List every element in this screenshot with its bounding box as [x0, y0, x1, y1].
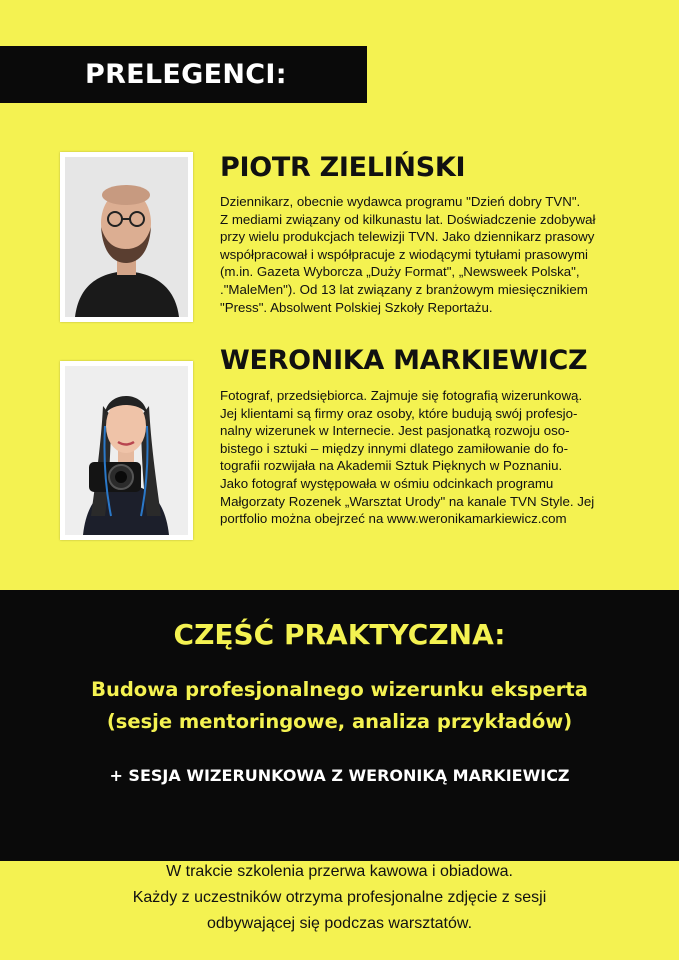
footer-note	[0, 861, 679, 960]
page-title: PRELEGENCI:	[85, 59, 287, 90]
bio-line: Z mediami związany od kilkunastu lat. Doświadczenie zdobywał	[220, 211, 596, 227]
bio-line: Fotograf, przedsiębiorca. Zajmuje się fotografią wizerunkową.	[220, 388, 583, 403]
speaker-bio-piotr	[220, 193, 660, 316]
bio-line: ."MaleMen"). Od 13 lat związany z branżowym miesięcznikiem	[220, 281, 588, 297]
practical-subtitle-line1: Budowa profesjonalnego wizerunku eksperta	[91, 678, 588, 701]
bio-line: Jej klientami są firmy oraz osoby, które budują swój profesjo-	[220, 405, 578, 421]
speaker-name-piotr: PIOTR ZIELIŃSKI	[220, 152, 466, 183]
speaker-photo-weronika	[60, 361, 193, 540]
speaker-bio-weronika	[220, 387, 660, 528]
bio-line: Dziennikarz, obecnie wydawca programu "Dzień dobry TVN".	[220, 194, 581, 209]
bio-line: (m.in. Gazeta Wyborcza „Duży Format", „Newsweek Polska",	[220, 264, 580, 280]
footer-line: W trakcie szkolenia przerwa kawowa i obiadowa.	[166, 863, 513, 880]
bio-line: współpracował i współpracuje z wiodącymi tytułami prasowymi	[220, 246, 589, 262]
bio-line: tografii rozwijała na Akademii Sztuk Pięknych w Poznaniu.	[220, 458, 563, 474]
bio-line: Jako fotograf występowała w ośmiu odcinkach programu	[220, 475, 554, 491]
practical-subtitle-line2: (sesje mentoringowe, analiza przykładów)	[106, 710, 573, 733]
portrait-man-image	[65, 157, 188, 317]
bio-line: bistego i sztuki – między innymi dlatego zamiłowanie do fo-	[220, 440, 569, 456]
bio-line: przy wielu produkcjach telewizji TVN. Jako dziennikarz prasowy	[220, 229, 595, 245]
speaker-photo-piotr	[60, 152, 193, 322]
image-session-note: + SESJA WIZERUNKOWA Z WERONIKĄ MARKIEWICZ	[109, 766, 570, 785]
practical-section	[0, 590, 679, 861]
portrait-woman-image	[65, 366, 188, 535]
bio-line: Małgorzaty Rozenek „Warsztat Urody" na kanale TVN Style. Jej	[220, 493, 595, 509]
bio-line: nalny wizerunek w Internecie. Jest pasjonatką rozwoju oso-	[220, 423, 570, 439]
bio-line: "Press". Absolwent Polskiej Szkoły Reportażu.	[220, 299, 493, 315]
bio-line: portfolio można obejrzeć na www.weronikamarkiewicz.com	[220, 511, 567, 527]
footer-line: Każdy z uczestników otrzyma profesjonalne zdjęcie z sesji	[132, 889, 547, 906]
practical-heading: CZĘŚĆ PRAKTYCZNA:	[173, 618, 506, 651]
header-bar	[0, 46, 367, 103]
speaker-name-weronika: WERONIKA MARKIEWICZ	[220, 345, 588, 376]
footer-line: odbywającej się podczas warsztatów.	[206, 915, 473, 932]
